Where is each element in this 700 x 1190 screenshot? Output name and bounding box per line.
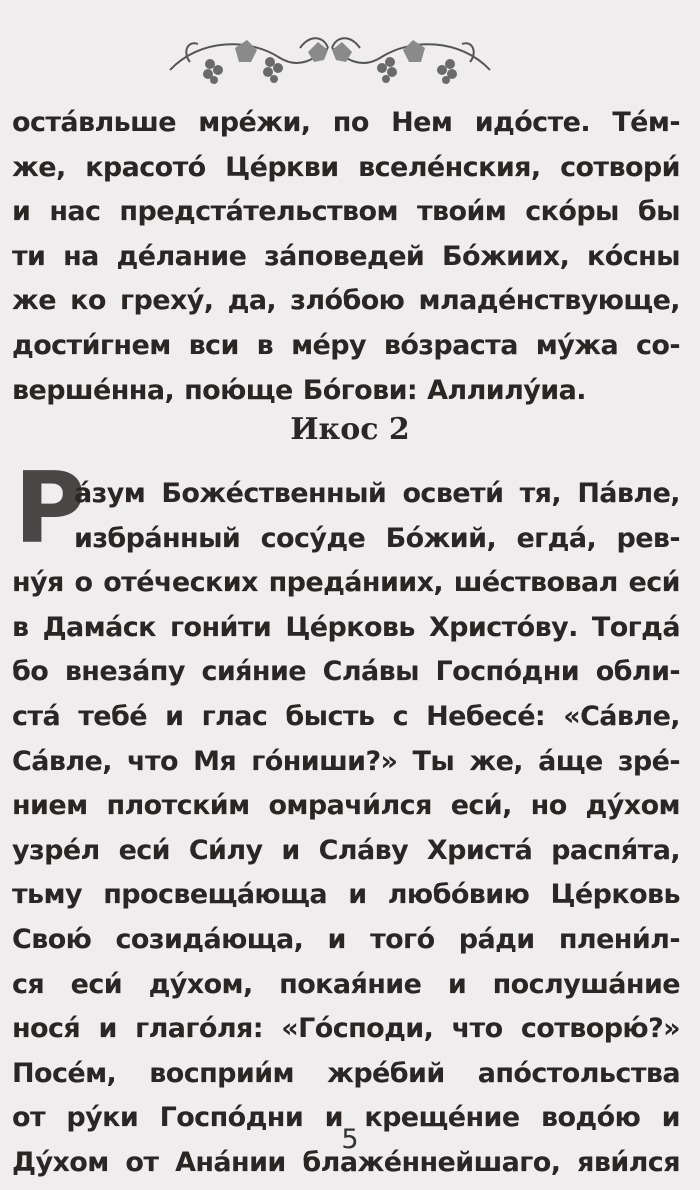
section-heading: Икос 2 xyxy=(290,412,410,447)
text-line: Свою́ созида́юща, и того́ ра́ди плени́л- xyxy=(12,923,680,955)
text-line: тьму просвеща́юща и любо́вию Це́рковь xyxy=(12,879,680,911)
text-line: ти на де́лание за́поведей Бо́жиих, ко́сны xyxy=(12,240,680,272)
text-line: а́зум Боже́ственный освети́ тя, Па́вле, xyxy=(74,478,680,509)
text-line: нием плотски́м омрачи́лся еси́, но ду́хом xyxy=(12,790,680,822)
text-line: узре́л еси́ Си́лу и Сла́ву Христа́ распя́та, xyxy=(12,834,680,866)
text-line: же, красото́ Це́ркви вселе́нския, сотвори́ xyxy=(12,151,680,183)
text-line: Посе́м, восприи́м жре́бий апо́стольства xyxy=(12,1057,680,1089)
text-line: бо внеза́пу сия́ние Сла́вы Госпо́дни обли- xyxy=(12,656,680,688)
main-paragraph xyxy=(12,476,680,1190)
grapevine-ornament-icon xyxy=(150,18,510,96)
page-number: 5 xyxy=(341,1124,359,1155)
text-line: ста́ тебе́ и глас бысть с Небесе́: «Са́вле, xyxy=(12,700,680,732)
text-line: нося́ и глаго́ля: «Го́споди, что сотворю́?» xyxy=(12,1013,680,1045)
text-line: от ру́ки Госпо́дни и креще́ние водо́ю и xyxy=(12,1102,680,1134)
text-line: же ко греху́, да, зло́бою младе́нствующе, xyxy=(12,285,680,317)
drop-cap: Р xyxy=(14,452,86,566)
text-line: избра́нный сосу́де Бо́жий, егда́, рев- xyxy=(74,522,680,554)
text-line: дости́гнем вси в ме́ру во́зраста му́жа со- xyxy=(12,329,680,361)
text-line: ся еси́ ду́хом, покая́ние и послуша́ние xyxy=(12,968,680,1000)
text-line: Ду́хом от Ана́нии блаже́ннейшаго, яви́лся xyxy=(12,1146,680,1178)
text-line: Са́вле, что Мя го́ниши?» Ты же, а́ще зре́- xyxy=(12,745,680,777)
text-line: в Дама́ск гони́ти Це́рковь Христо́ву. Тогда́ xyxy=(12,611,680,643)
text-line: и нас предста́тельством твои́м ско́ры бы xyxy=(12,196,680,228)
text-line: оста́вльше мре́жи, по Нем идо́сте. Те́м- xyxy=(12,107,680,138)
top-paragraph xyxy=(12,105,680,417)
text-line: ну́я о оте́ческих преда́ниих, ше́ствовал еси́ xyxy=(12,567,680,599)
text-line: верше́нна, пою́ще Бо́гови: Аллилу́иа. xyxy=(12,374,586,406)
